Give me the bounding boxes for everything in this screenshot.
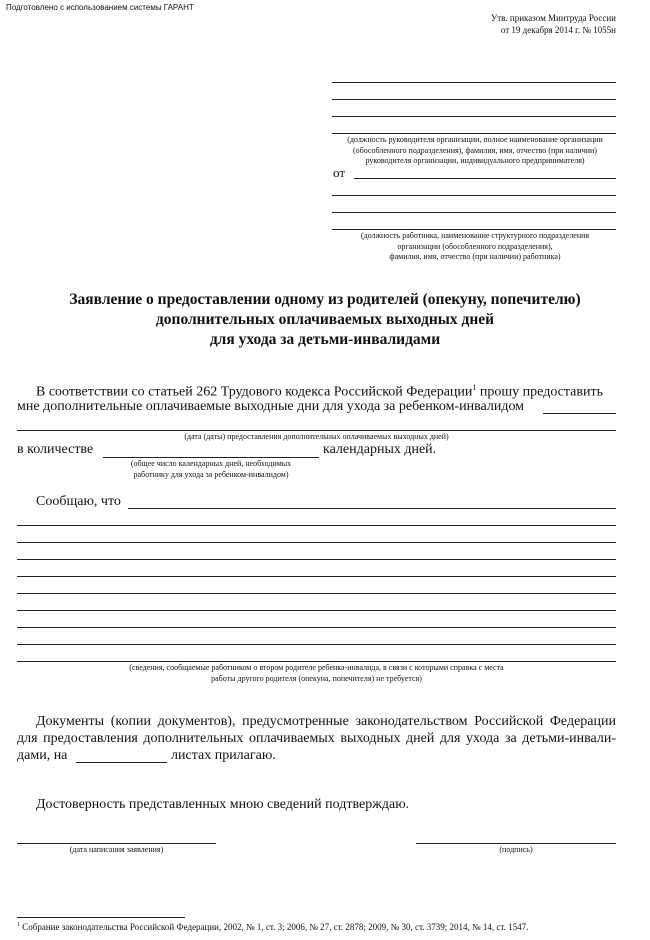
inform-caption (17, 663, 616, 684)
employer-caption-line-2: (обособленного подразделения), фамилия, имя, отчество (при наличии) (353, 145, 597, 155)
inform-line-10[interactable] (17, 661, 616, 662)
documents-line-1: Документы (копии документов), предусмотренные законодательством Российской Федерации (36, 714, 616, 729)
inform-line-4[interactable] (17, 559, 616, 560)
employee-caption-line-3: фамилия, имя, отчество (при наличии) работника) (389, 252, 561, 261)
employer-line-1[interactable] (332, 82, 616, 83)
employee-caption-line-1: (должность работника, наименование структурного подразделения (360, 231, 590, 240)
inform-line-7[interactable] (17, 610, 616, 611)
documents-line-2: для предоставления дополнительных оплачиваемых выходных дней для ухода за детьми-инвали- (17, 731, 616, 746)
employee-caption (320, 231, 630, 263)
title-line-2: дополнительных оплачиваемых выходных дней (155, 311, 495, 328)
sheets-count-field[interactable] (76, 762, 167, 763)
inform-line-3[interactable] (17, 542, 616, 543)
quantity-caption-line-2: работнику для ухода за ребенком-инвалидом) (133, 469, 289, 479)
employee-caption-line-2: организации (обособленного подразделения), (397, 241, 553, 251)
request-line-2: мне дополнительные оплачиваемые выходные дни для ухода за ребенком-инвалидом (17, 399, 525, 414)
documents-line-3-end: листах прилагаю. (171, 748, 276, 763)
employer-line-4[interactable] (332, 133, 616, 134)
employer-line-3[interactable] (332, 116, 616, 117)
title-line-1: Заявление о предоставлении одному из родителей (опекуну, попечителю) (69, 291, 581, 308)
title-line-3: для ухода за детьми-инвалидами (209, 331, 441, 348)
inform-line-8[interactable] (17, 627, 616, 628)
footnote-text: Собрание законодательства Российской Федерации, 2002, № 1, ст. 3; 2006, № 27, ст. 2878; 2009, № 30, ст. 3739; 2014, № 14, ст. 1547. (22, 922, 529, 932)
employer-line-2[interactable] (332, 99, 616, 100)
inform-field-first[interactable] (128, 508, 616, 509)
signature-caption: (подпись) (499, 845, 533, 854)
quantity-caption-line-1: (общее число календарных дней, необходимых (130, 459, 292, 468)
approval-line-1: Утв. приказом Минтруда России (490, 13, 616, 23)
approval-note (366, 12, 616, 36)
request-text: В соответствии со статьей 262 Трудового кодекса Российской Федерации (36, 384, 473, 400)
inform-label: Сообщаю, что (36, 494, 121, 509)
documents-line-3-start: дами, на (17, 748, 68, 763)
footnote-separator (17, 917, 185, 918)
inform-line-6[interactable] (17, 593, 616, 594)
employer-caption-line-1: (должность руководителя организации, полное наименование организации (347, 135, 603, 144)
dates-field-short[interactable] (543, 413, 616, 414)
footnote-ref: 1 (472, 383, 477, 392)
from-label: от (333, 165, 346, 180)
employee-line-3[interactable] (332, 212, 616, 213)
employee-line-1[interactable] (354, 178, 616, 179)
quantity-label: в количестве (17, 442, 94, 457)
inform-caption-line-2: работы другого родителя (опекуна, попечителя) не требуется) (211, 673, 422, 683)
employee-line-4[interactable] (332, 229, 616, 230)
document-title (0, 290, 650, 350)
footnote (17, 922, 528, 932)
inform-line-9[interactable] (17, 644, 616, 645)
date-caption: (дата написания заявления) (69, 845, 164, 854)
dates-field[interactable] (17, 430, 616, 431)
inform-caption-line-1: (сведения, сообщаемые работником о втором родителе ребенка-инвалида, в связи с которыми справка с места (129, 663, 504, 672)
employer-caption-line-3: руководителя организации, индивидуального предпринимателя) (365, 156, 585, 165)
quantity-field[interactable] (103, 457, 319, 458)
employee-line-2[interactable] (332, 195, 616, 196)
dates-caption: (дата (даты) предоставления дополнительных оплачиваемых выходных дней) (184, 432, 449, 441)
garant-note: Подготовлено с использованием системы ГАРАНТ (6, 3, 194, 12)
signature-field[interactable] (416, 843, 616, 844)
inform-line-2[interactable] (17, 525, 616, 526)
quantity-suffix: календарных дней. (323, 442, 437, 457)
employer-caption (320, 135, 630, 167)
inform-line-5[interactable] (17, 576, 616, 577)
footnote-mark: 1 (17, 922, 20, 928)
approval-line-2: от 19 декабря 2014 г. № 1055н (500, 25, 616, 35)
date-field[interactable] (17, 843, 216, 844)
request-text-end: прошу предоставить (476, 384, 603, 400)
confirmation-text: Достоверность представленных мною сведений подтверждаю. (36, 797, 410, 812)
quantity-caption (103, 459, 319, 480)
